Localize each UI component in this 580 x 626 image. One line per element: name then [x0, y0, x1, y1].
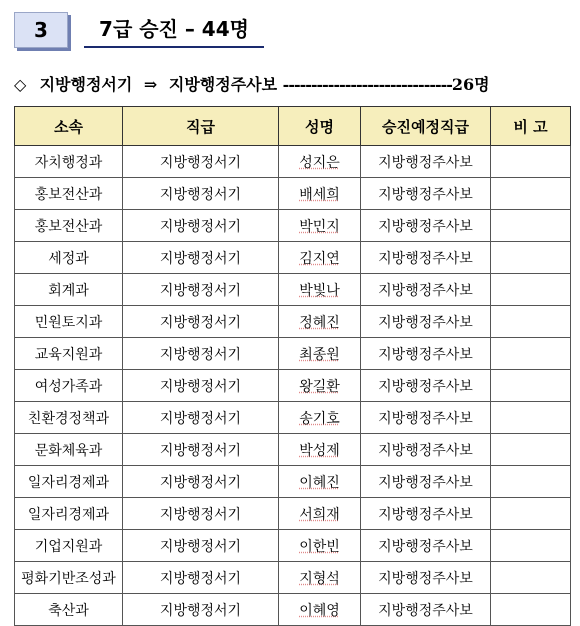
table-row [15, 306, 571, 338]
cell-rank: 지방행정서기 [123, 402, 279, 434]
cell-department: 일자리경제과 [15, 466, 123, 498]
cell-remarks [491, 530, 571, 562]
cell-promoted-rank: 지방행정주사보 [361, 146, 491, 178]
cell-department: 문화체육과 [15, 434, 123, 466]
cell-rank: 지방행정서기 [123, 146, 279, 178]
diamond-icon: ◇ [14, 75, 27, 94]
cell-name: 서희재 [279, 498, 361, 530]
table-header-row [15, 107, 571, 146]
cell-department: 자치행정과 [15, 146, 123, 178]
cell-department: 세정과 [15, 242, 123, 274]
cell-department: 교육지원과 [15, 338, 123, 370]
table-row [15, 434, 571, 466]
cell-promoted-rank: 지방행정주사보 [361, 306, 491, 338]
table-row [15, 466, 571, 498]
cell-rank: 지방행정서기 [123, 434, 279, 466]
cell-rank: 지방행정서기 [123, 242, 279, 274]
section-title: 7급 승진 – 44명 [84, 12, 264, 48]
cell-promoted-rank: 지방행정주사보 [361, 210, 491, 242]
cell-name: 지형석 [279, 562, 361, 594]
cell-remarks [491, 242, 571, 274]
cell-department: 평화기반조성과 [15, 562, 123, 594]
cell-remarks [491, 146, 571, 178]
cell-promoted-rank: 지방행정주사보 [361, 498, 491, 530]
cell-department: 축산과 [15, 594, 123, 626]
cell-promoted-rank: 지방행정주사보 [361, 434, 491, 466]
cell-promoted-rank: 지방행정주사보 [361, 530, 491, 562]
cell-rank: 지방행정서기 [123, 562, 279, 594]
cell-promoted-rank: 지방행정주사보 [361, 338, 491, 370]
cell-remarks [491, 210, 571, 242]
table-row [15, 146, 571, 178]
promotion-count: 26명 [451, 75, 490, 94]
column-header-name: 성명 [279, 107, 361, 146]
cell-department: 기업지원과 [15, 530, 123, 562]
cell-name: 왕길환 [279, 370, 361, 402]
cell-promoted-rank: 지방행정주사보 [361, 370, 491, 402]
cell-remarks [491, 562, 571, 594]
cell-department: 민원토지과 [15, 306, 123, 338]
to-rank: 지방행정주사보 [168, 75, 278, 94]
table-row [15, 530, 571, 562]
column-header-rank: 직급 [123, 107, 279, 146]
cell-name: 최종원 [279, 338, 361, 370]
section-header [14, 8, 274, 48]
cell-department: 회계과 [15, 274, 123, 306]
cell-promoted-rank: 지방행정주사보 [361, 242, 491, 274]
cell-rank: 지방행정서기 [123, 274, 279, 306]
cell-rank: 지방행정서기 [123, 498, 279, 530]
cell-department: 일자리경제과 [15, 498, 123, 530]
cell-remarks [491, 274, 571, 306]
dotted-leader: ------------------------------ [282, 75, 452, 94]
cell-rank: 지방행정서기 [123, 306, 279, 338]
cell-department: 친환경정책과 [15, 402, 123, 434]
cell-remarks [491, 498, 571, 530]
section-number-badge: 3 [14, 12, 68, 48]
cell-rank: 지방행정서기 [123, 370, 279, 402]
cell-remarks [491, 594, 571, 626]
cell-remarks [491, 338, 571, 370]
table-row [15, 498, 571, 530]
cell-name: 송기호 [279, 402, 361, 434]
table-row [15, 178, 571, 210]
cell-rank: 지방행정서기 [123, 178, 279, 210]
cell-promoted-rank: 지방행정주사보 [361, 402, 491, 434]
table-row [15, 562, 571, 594]
cell-remarks [491, 370, 571, 402]
cell-remarks [491, 178, 571, 210]
cell-name: 박민지 [279, 210, 361, 242]
table-row [15, 370, 571, 402]
cell-name: 배세희 [279, 178, 361, 210]
cell-name: 이혜진 [279, 466, 361, 498]
cell-rank: 지방행정서기 [123, 466, 279, 498]
table-row [15, 338, 571, 370]
cell-promoted-rank: 지방행정주사보 [361, 594, 491, 626]
cell-name: 성지은 [279, 146, 361, 178]
cell-name: 김지연 [279, 242, 361, 274]
cell-remarks [491, 402, 571, 434]
cell-department: 여성가족과 [15, 370, 123, 402]
cell-rank: 지방행정서기 [123, 594, 279, 626]
cell-department: 홍보전산과 [15, 178, 123, 210]
cell-name: 박성제 [279, 434, 361, 466]
table-row [15, 274, 571, 306]
cell-name: 이한빈 [279, 530, 361, 562]
cell-remarks [491, 434, 571, 466]
arrow-icon: ⇒ [143, 75, 158, 94]
cell-promoted-rank: 지방행정주사보 [361, 562, 491, 594]
cell-name: 박빛나 [279, 274, 361, 306]
promotion-table [14, 106, 571, 626]
cell-promoted-rank: 지방행정주사보 [361, 466, 491, 498]
table-row [15, 242, 571, 274]
cell-department: 홍보전산과 [15, 210, 123, 242]
cell-promoted-rank: 지방행정주사보 [361, 274, 491, 306]
cell-name: 정혜진 [279, 306, 361, 338]
promotion-subheader [14, 72, 574, 98]
from-rank: 지방행정서기 [39, 75, 133, 94]
cell-promoted-rank: 지방행정주사보 [361, 178, 491, 210]
column-header-department: 소속 [15, 107, 123, 146]
cell-name: 이혜영 [279, 594, 361, 626]
table-row [15, 402, 571, 434]
table-row [15, 210, 571, 242]
cell-rank: 지방행정서기 [123, 210, 279, 242]
cell-rank: 지방행정서기 [123, 530, 279, 562]
table-row [15, 594, 571, 626]
cell-rank: 지방행정서기 [123, 338, 279, 370]
cell-remarks [491, 466, 571, 498]
column-header-remarks: 비 고 [491, 107, 571, 146]
cell-remarks [491, 306, 571, 338]
column-header-promoted-rank: 승진예정직급 [361, 107, 491, 146]
